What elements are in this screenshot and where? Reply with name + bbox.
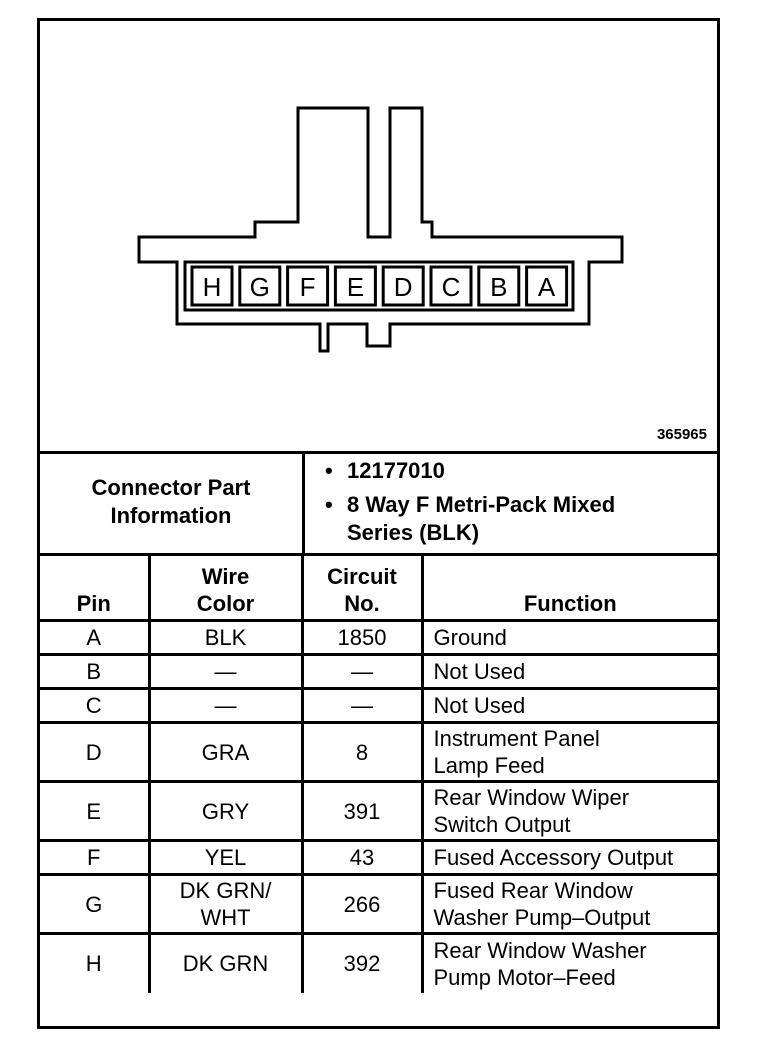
pin-letter-e: E bbox=[346, 272, 365, 302]
part-number-item bbox=[325, 457, 687, 485]
table-row bbox=[40, 841, 717, 875]
header-function: Function bbox=[422, 555, 717, 621]
pin-letter-f: F bbox=[299, 272, 316, 302]
pin-cell: B bbox=[40, 655, 149, 689]
circuit-cell: 266 bbox=[302, 875, 422, 934]
table-row bbox=[40, 655, 717, 689]
connector-part-info bbox=[40, 451, 717, 556]
circuit-cell: 43 bbox=[302, 841, 422, 875]
header-circuit: Circuit No. bbox=[302, 555, 422, 621]
function-cell: Rear Window Wiper Switch Output bbox=[422, 782, 717, 841]
table-row bbox=[40, 934, 717, 993]
table-header-row bbox=[40, 555, 717, 621]
circuit-cell: 1850 bbox=[302, 621, 422, 655]
connector-drawing bbox=[40, 21, 717, 451]
function-cell: Fused Accessory Output bbox=[422, 841, 717, 875]
header-wire-color: Wire Color bbox=[149, 555, 302, 621]
pin-table bbox=[40, 553, 717, 993]
pin-cell: C bbox=[40, 689, 149, 723]
pin-letter-b: B bbox=[490, 272, 508, 302]
table-row bbox=[40, 621, 717, 655]
wire-color-cell: GRY bbox=[149, 782, 302, 841]
pin-cell: F bbox=[40, 841, 149, 875]
pin-cell: D bbox=[40, 723, 149, 782]
connector-sheet bbox=[37, 18, 720, 1029]
function-cell: Fused Rear Window Washer Pump–Output bbox=[422, 875, 717, 934]
function-cell: Rear Window Washer Pump Motor–Feed bbox=[422, 934, 717, 993]
wire-color-cell: — bbox=[149, 655, 302, 689]
pin-letter-a: A bbox=[537, 272, 556, 302]
pin-letter-c: C bbox=[441, 272, 461, 302]
wire-color-cell: YEL bbox=[149, 841, 302, 875]
bullet-icon: • bbox=[325, 458, 333, 483]
pin-letter-h: H bbox=[202, 272, 222, 302]
connector-body-outline bbox=[139, 108, 622, 351]
figure-id: 365965 bbox=[656, 426, 707, 443]
description-item bbox=[325, 491, 687, 547]
wire-color-cell: BLK bbox=[149, 621, 302, 655]
wire-color-cell: DK GRN/ WHT bbox=[149, 875, 302, 934]
connector-info-label bbox=[40, 451, 305, 553]
pin-letter-d: D bbox=[393, 272, 413, 302]
pin-cell: A bbox=[40, 621, 149, 655]
part-number: 12177010 bbox=[347, 458, 445, 483]
info-label-line1: Connector Part bbox=[91, 475, 251, 500]
pin-cell: E bbox=[40, 782, 149, 841]
bullet-icon: • bbox=[325, 492, 333, 517]
function-cell: Not Used bbox=[422, 689, 717, 723]
connector-diagram bbox=[40, 21, 717, 454]
circuit-cell: — bbox=[302, 689, 422, 723]
table-row bbox=[40, 689, 717, 723]
pin-cell: H bbox=[40, 934, 149, 993]
table-row bbox=[40, 782, 717, 841]
circuit-cell: 391 bbox=[302, 782, 422, 841]
table-row bbox=[40, 723, 717, 782]
circuit-cell: 392 bbox=[302, 934, 422, 993]
pin-cell: G bbox=[40, 875, 149, 934]
description-line2: Series (BLK) bbox=[347, 520, 480, 545]
function-cell: Instrument Panel Lamp Feed bbox=[422, 723, 717, 782]
wire-color-cell: GRA bbox=[149, 723, 302, 782]
wire-color-cell: — bbox=[149, 689, 302, 723]
connector-info-list bbox=[305, 451, 717, 553]
table-row bbox=[40, 875, 717, 934]
header-pin: Pin bbox=[40, 555, 149, 621]
wire-color-cell: DK GRN bbox=[149, 934, 302, 993]
function-cell: Ground bbox=[422, 621, 717, 655]
pin-letter-g: G bbox=[249, 272, 270, 302]
circuit-cell: — bbox=[302, 655, 422, 689]
pin-box-frame bbox=[185, 262, 573, 310]
function-cell: Not Used bbox=[422, 655, 717, 689]
circuit-cell: 8 bbox=[302, 723, 422, 782]
description-line1: 8 Way F Metri-Pack Mixed bbox=[347, 492, 616, 517]
info-label-line2: Information bbox=[110, 503, 232, 528]
